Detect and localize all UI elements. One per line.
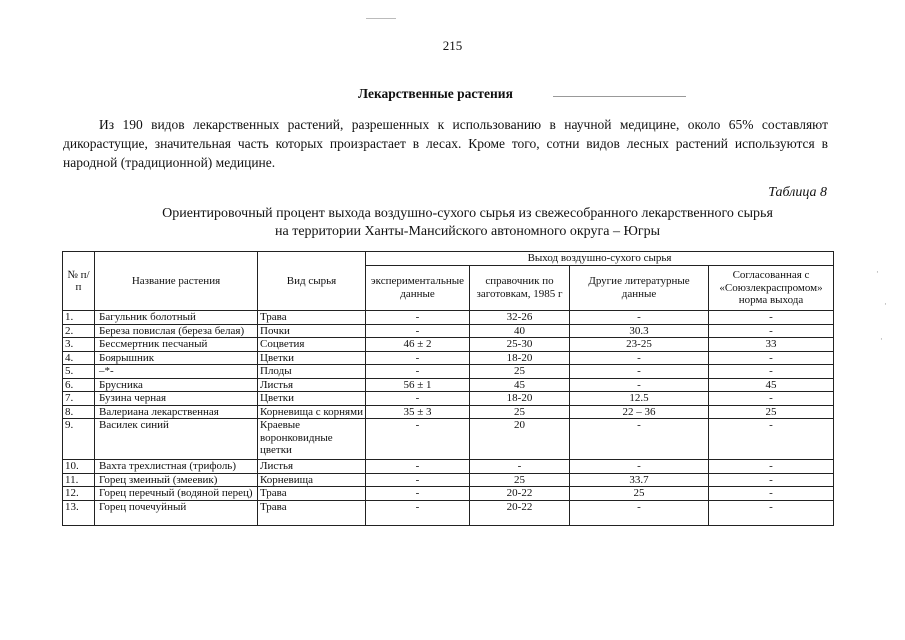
- cell-lit: -: [570, 500, 709, 525]
- header-exp: экспериментальные данные: [366, 265, 470, 311]
- cell-ref: 45: [470, 378, 570, 392]
- cell-agreed: -: [709, 365, 834, 379]
- cell-name: Вахта трехлистная (трифоль): [95, 460, 258, 474]
- cell-lit: 25: [570, 487, 709, 501]
- scan-mark: [366, 18, 396, 19]
- cell-num: 8.: [63, 405, 95, 419]
- table-row: [63, 378, 834, 392]
- header-kind: Вид сырья: [258, 252, 366, 311]
- cell-exp: -: [366, 324, 470, 338]
- header-agreed: Согласованная с «Союзлекраспромом» норма выхода: [709, 265, 834, 311]
- title-underline: [553, 96, 686, 97]
- cell-agreed: -: [709, 473, 834, 487]
- cell-name: Бессмертник песчаный: [95, 338, 258, 352]
- cell-lit: 33.7: [570, 473, 709, 487]
- table-row: [63, 365, 834, 379]
- cell-ref: 18-20: [470, 351, 570, 365]
- cell-num: 12.: [63, 487, 95, 501]
- cell-ref: 40: [470, 324, 570, 338]
- cell-num: 2.: [63, 324, 95, 338]
- table-row: [63, 487, 834, 501]
- cell-kind: Листья: [258, 378, 366, 392]
- table-row: [63, 473, 834, 487]
- cell-kind: Цветки: [258, 351, 366, 365]
- cell-num: 6.: [63, 378, 95, 392]
- cell-lit: -: [570, 311, 709, 325]
- cell-name: Береза повислая (береза белая): [95, 324, 258, 338]
- scan-speck: ·: [880, 335, 883, 345]
- header-lit: Другие литературные данные: [570, 265, 709, 311]
- cell-exp: -: [366, 500, 470, 525]
- header-group: Выход воздушно-сухого сырья: [366, 252, 834, 266]
- cell-exp: -: [366, 311, 470, 325]
- cell-agreed: -: [709, 419, 834, 460]
- cell-exp: 35 ± 3: [366, 405, 470, 419]
- cell-ref: 32-26: [470, 311, 570, 325]
- cell-agreed: -: [709, 392, 834, 406]
- cell-exp: -: [366, 487, 470, 501]
- table-label: Таблица 8: [768, 185, 827, 200]
- cell-lit: 12.5: [570, 392, 709, 406]
- cell-name: Горец змеиный (змеевик): [95, 473, 258, 487]
- cell-name: –*-: [95, 365, 258, 379]
- cell-exp: -: [366, 365, 470, 379]
- cell-agreed: -: [709, 324, 834, 338]
- cell-exp: -: [366, 460, 470, 474]
- table-row: [63, 338, 834, 352]
- cell-name: Боярышник: [95, 351, 258, 365]
- cell-exp: -: [366, 351, 470, 365]
- cell-agreed: -: [709, 500, 834, 525]
- cell-kind: Почки: [258, 324, 366, 338]
- cell-agreed: -: [709, 487, 834, 501]
- header-num: № п/п: [63, 252, 95, 311]
- table-row: [63, 392, 834, 406]
- cell-exp: -: [366, 419, 470, 460]
- cell-lit: 23-25: [570, 338, 709, 352]
- cell-name: Брусника: [95, 378, 258, 392]
- table-caption: [100, 205, 835, 241]
- table-row: [63, 500, 834, 525]
- section-title: Лекарственные растения: [358, 86, 513, 101]
- plants-table: [62, 251, 834, 526]
- cell-agreed: -: [709, 311, 834, 325]
- cell-agreed: -: [709, 460, 834, 474]
- cell-exp: -: [366, 473, 470, 487]
- intro-paragraph: Из 190 видов лекарственных растений, разрешенных к использованию в научной медицине, около 65% составляют дикорастущие, значительная часть которых произрастает в лесах. Кроме того, сотни видов лесных растений используются в народной (традиционной) медицине.: [63, 117, 828, 170]
- cell-ref: 20-22: [470, 500, 570, 525]
- cell-num: 3.: [63, 338, 95, 352]
- cell-lit: -: [570, 351, 709, 365]
- cell-ref: 25: [470, 365, 570, 379]
- scan-speck: ·: [876, 268, 879, 278]
- cell-ref: 25-30: [470, 338, 570, 352]
- cell-exp: -: [366, 392, 470, 406]
- table-row: [63, 351, 834, 365]
- cell-name: Горец почечуйный: [95, 500, 258, 525]
- cell-lit: -: [570, 419, 709, 460]
- cell-lit: -: [570, 460, 709, 474]
- cell-kind: Трава: [258, 500, 366, 525]
- cell-lit: 30.3: [570, 324, 709, 338]
- cell-kind: Трава: [258, 487, 366, 501]
- cell-num: 11.: [63, 473, 95, 487]
- cell-name: Багульник болотный: [95, 311, 258, 325]
- cell-num: 13.: [63, 500, 95, 525]
- cell-agreed: 33: [709, 338, 834, 352]
- cell-exp: 46 ± 2: [366, 338, 470, 352]
- cell-name: Горец перечный (водяной перец): [95, 487, 258, 501]
- cell-ref: -: [470, 460, 570, 474]
- cell-lit: -: [570, 365, 709, 379]
- cell-agreed: 45: [709, 378, 834, 392]
- scan-speck: ·: [884, 300, 887, 310]
- cell-ref: 25: [470, 473, 570, 487]
- cell-name: Василек синий: [95, 419, 258, 460]
- cell-lit: -: [570, 378, 709, 392]
- table-row: [63, 419, 834, 460]
- cell-kind: Краевые воронковидные цветки: [258, 419, 366, 460]
- cell-kind: Соцветия: [258, 338, 366, 352]
- cell-exp: 56 ± 1: [366, 378, 470, 392]
- table-row: [63, 405, 834, 419]
- cell-ref: 20-22: [470, 487, 570, 501]
- page-number: 215: [442, 38, 463, 53]
- cell-agreed: 25: [709, 405, 834, 419]
- header-ref: справочник по заготовкам, 1985 г: [470, 265, 570, 311]
- cell-ref: 18-20: [470, 392, 570, 406]
- cell-num: 10.: [63, 460, 95, 474]
- cell-kind: Листья: [258, 460, 366, 474]
- cell-kind: Цветки: [258, 392, 366, 406]
- cell-name: Валериана лекарственная: [95, 405, 258, 419]
- cell-ref: 20: [470, 419, 570, 460]
- cell-num: 1.: [63, 311, 95, 325]
- cell-lit: 22 – 36: [570, 405, 709, 419]
- cell-kind: Трава: [258, 311, 366, 325]
- table-row: [63, 311, 834, 325]
- cell-num: 9.: [63, 419, 95, 460]
- cell-agreed: -: [709, 351, 834, 365]
- cell-num: 7.: [63, 392, 95, 406]
- cell-kind: Корневища с корнями: [258, 405, 366, 419]
- table-row: [63, 460, 834, 474]
- cell-num: 5.: [63, 365, 95, 379]
- table-caption-line-1: Ориентировочный процент выхода воздушно-сухого сырья из свежесобранного лекарственного сырья: [162, 206, 773, 221]
- cell-kind: Плоды: [258, 365, 366, 379]
- cell-ref: 25: [470, 405, 570, 419]
- cell-num: 4.: [63, 351, 95, 365]
- table-row: [63, 324, 834, 338]
- cell-kind: Корневища: [258, 473, 366, 487]
- cell-name: Бузина черная: [95, 392, 258, 406]
- table-caption-line-2: на территории Ханты-Мансийского автономного округа – Югры: [275, 224, 660, 239]
- header-row-1: [63, 252, 834, 266]
- header-name: Название растения: [95, 252, 258, 311]
